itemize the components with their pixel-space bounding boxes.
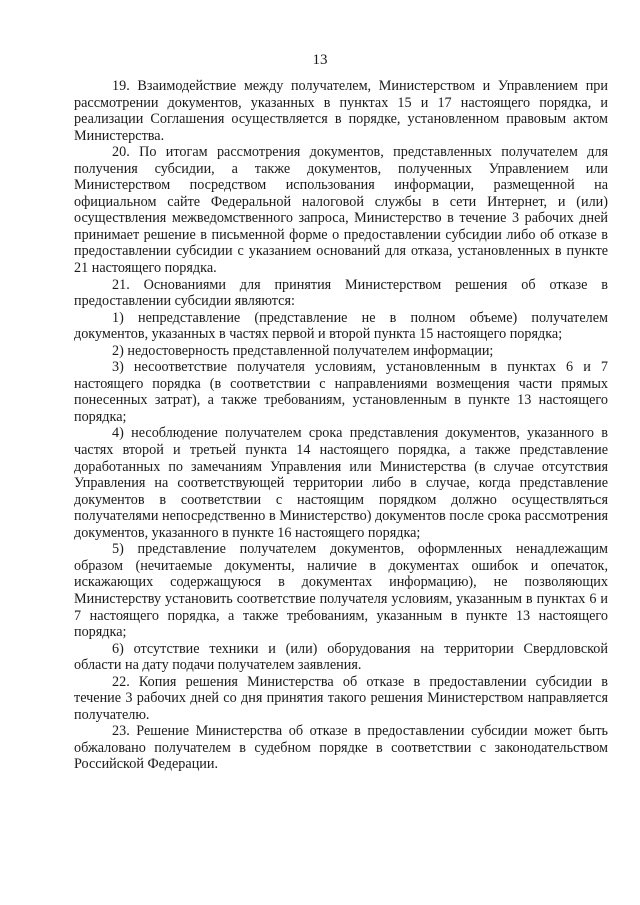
paragraph-21-item-5: 5) представление получателем документов, оформленных ненадлежащим образом (нечитаемые документы, наличие в документах ошибок и опечаток, искажающих содержащуюся в документах информацию), не позволяющих Министерству установить соответствие получателя условиям, указанным в пунктах 6 и 7 настоящего порядка, а также требованиям, указанным в пункте 13 настоящего порядка; [74,541,608,641]
page-body [74,78,608,773]
paragraph-20: 20. По итогам рассмотрения документов, представленных получателем для получения субсидии, а также документов, полученных Управлением или Министерством посредством использования информации, размещенной на официальном сайте Федеральной налоговой службы в сети Интернет, и (или) осуществления межведомственного запроса, Министерство в течение 3 рабочих дней принимает решение в письменной форме о предоставлении субсидии либо об отказе в предоставлении субсидии с указанием оснований для отказа, установленных в пункте 21 настоящего порядка. [74,144,608,277]
paragraph-21-item-1: 1) непредставление (представление не в полном объеме) получателем документов, указанных в частях первой и второй пункта 15 настоящего порядка; [74,309,608,343]
paragraph-22: 22. Копия решения Министерства об отказе в предоставлении субсидии в течение 3 рабочих дней со дня принятия такого решения Министерством направляется получателю. [74,673,608,723]
paragraph-21-item-2: 2) недостоверность представленной получателем информации; [112,342,494,359]
paragraph-21-item-4: 4) несоблюдение получателем срока представления документов, указанного в частях второй и третьей пункта 14 настоящего порядка, а также представление доработанных по замечаниям Управления или Министерства (в случае отсутствия Управления на соответствующей территории либо в случае, когда представление документов в соответствии с настоящим порядком должно осуществляться получателями непосредственно в Министерство) документов после срока рассмотрения документов, указанного в пункте 16 настоящего порядка; [74,425,608,541]
paragraph-21-item-6: 6) отсутствие техники и (или) оборудования на территории Свердловской области на дату подачи получателем заявления. [74,640,608,674]
paragraph-19: 19. Взаимодействие между получателем, Министерством и Управлением при рассмотрении документов, указанных в пунктах 15 и 17 настоящего порядка, и реализации Соглашения осуществляется в порядке, установленном правовым актом Министерства. [74,78,608,144]
paragraph-21-item-3: 3) несоответствие получателя условиям, установленным в пунктах 6 и 7 настоящего порядка (в соответствии с направлениями возмещения части прямых понесенных затрат), а также требованиям, установленным в пункте 13 настоящего порядка; [74,359,608,425]
paragraph-21: 21. Основаниями для принятия Министерством решения об отказе в предоставлении субсидии являются: [74,276,608,310]
paragraph-23: 23. Решение Министерства об отказе в предоставлении субсидии может быть обжаловано получателем в судебном порядке в соответствии с законодательством Российской Федерации. [74,723,608,773]
page-number: 13 [312,52,328,68]
